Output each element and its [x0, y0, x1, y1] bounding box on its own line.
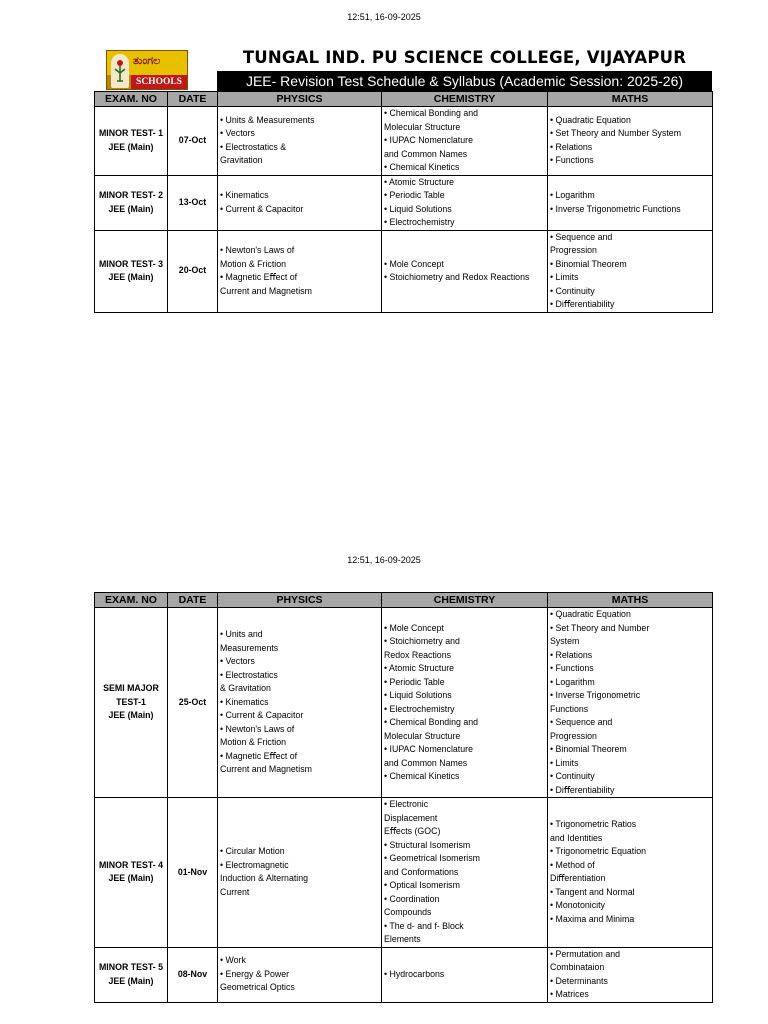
print-timestamp: 12:51, 16-09-2025 [347, 12, 421, 22]
header-chemistry: CHEMISTRY [382, 593, 548, 608]
exam-date-cell: 25-Oct [168, 608, 218, 798]
header-physics: PHYSICS [218, 593, 382, 608]
college-title: TUNGAL IND. PU SCIENCE COLLEGE, VIJAYAPUR [242, 48, 687, 67]
table-header-row [95, 593, 713, 608]
physics-syllabus-cell: • Kinematics • Current & Capacitor [218, 175, 382, 230]
exam-name-cell: MINOR TEST- 2 JEE (Main) [95, 175, 168, 230]
exam-date-cell: 01-Nov [168, 798, 218, 948]
physics-syllabus-cell: • Work • Energy & Power Geometrical Optics [218, 947, 382, 1002]
exam-name-cell: MINOR TEST- 1 JEE (Main) [95, 107, 168, 176]
header-exam-no: EXAM. NO [95, 593, 168, 608]
table-header-row [95, 92, 713, 107]
table-row [95, 798, 713, 948]
maths-syllabus-cell: • Trigonometric Ratios and Identities • Trigonometric Equation • Method of Diﬀerentiation • Tangent and Normal • Monotonicity • Maxima and Minima [548, 798, 713, 948]
schedule-table-2 [94, 592, 713, 1003]
chemistry-syllabus-cell: • Mole Concept • Stoichiometry and Redox Reactions • Atomic Structure • Periodic Table • Liquid Solutions • Electrochemistry • Chemical Bonding and Molecular Structure • IUPAC Nomenclature and Common Names • Chemical Kinetics [382, 608, 548, 798]
exam-name-cell: SEMI MAJOR TEST-1 JEE (Main) [95, 608, 168, 798]
header-maths: MATHS [548, 593, 713, 608]
table-row [95, 947, 713, 1002]
chemistry-syllabus-cell: • Electronic Displacement Eﬀects (GOC) • Structural Isomerism • Geometrical Isomerism and Conformations • Optical Isomerism • Coordination Compounds • The d- and f- Block Elements [382, 798, 548, 948]
schedule-subtitle-banner: JEE- Revision Test Schedule & Syllabus (Academic Session: 2025-26) [217, 71, 712, 91]
maths-syllabus-cell: • Sequence and Progression • Binomial Theorem • Limits • Continuity • Diﬀerentiability [548, 230, 713, 312]
maths-syllabus-cell: • Quadratic Equation • Set Theory and Number System • Relations • Functions • Logarithm • Inverse Trigonometric Functions • Sequence and Progression • Binomial Theorem • Limits • Continuity • Diﬀerentiability [548, 608, 713, 798]
chemistry-syllabus-cell: • Chemical Bonding and Molecular Structure • IUPAC Nomenclature and Common Names • Chemical Kinetics [382, 107, 548, 176]
physics-syllabus-cell: • Units & Measurements • Vectors • Electrostatics & Gravitation [218, 107, 382, 176]
table-row [95, 175, 713, 230]
header-date: DATE [168, 92, 218, 107]
exam-name-cell: MINOR TEST- 4 JEE (Main) [95, 798, 168, 948]
exam-date-cell: 13-Oct [168, 175, 218, 230]
header-chemistry: CHEMISTRY [382, 92, 548, 107]
exam-date-cell: 08-Nov [168, 947, 218, 1002]
maths-syllabus-cell: • Quadratic Equation • Set Theory and Number System • Relations • Functions [548, 107, 713, 176]
table-row [95, 608, 713, 798]
header-date: DATE [168, 593, 218, 608]
header-physics: PHYSICS [218, 92, 382, 107]
exam-date-cell: 07-Oct [168, 107, 218, 176]
exam-name-cell: MINOR TEST- 5 JEE (Main) [95, 947, 168, 1002]
school-logo [106, 50, 188, 90]
table-row [95, 107, 713, 176]
physics-syllabus-cell: • Newton's Laws of Motion & Friction • Magnetic Eﬀect of Current and Magnetism [218, 230, 382, 312]
header-maths: MATHS [548, 92, 713, 107]
logo-schools-text: SCHOOLS [131, 75, 187, 89]
physics-syllabus-cell: • Circular Motion • Electromagnetic Induction & Alternating Current [218, 798, 382, 948]
schedule-table-1 [94, 91, 713, 313]
logo-kannada-text: ತುಂಗಲ [133, 54, 161, 67]
emblem-icon [111, 54, 129, 88]
table-row [95, 230, 713, 312]
maths-syllabus-cell: • Logarithm • Inverse Trigonometric Functions [548, 175, 713, 230]
header-exam-no: EXAM. NO [95, 92, 168, 107]
chemistry-syllabus-cell: • Atomic Structure • Periodic Table • Liquid Solutions • Electrochemistry [382, 175, 548, 230]
chemistry-syllabus-cell: • Hydrocarbons [382, 947, 548, 1002]
exam-name-cell: MINOR TEST- 3 JEE (Main) [95, 230, 168, 312]
maths-syllabus-cell: • Permutation and Combinataion • Determinants • Matrices [548, 947, 713, 1002]
exam-date-cell: 20-Oct [168, 230, 218, 312]
print-timestamp: 12:51, 16-09-2025 [347, 555, 421, 565]
chemistry-syllabus-cell: • Mole Concept • Stoichiometry and Redox Reactions [382, 230, 548, 312]
physics-syllabus-cell: • Units and Measurements • Vectors • Electrostatics & Gravitation • Kinematics • Current & Capacitor • Newton's Laws of Motion & Friction • Magnetic Eﬀect of Current and Magnetism [218, 608, 382, 798]
